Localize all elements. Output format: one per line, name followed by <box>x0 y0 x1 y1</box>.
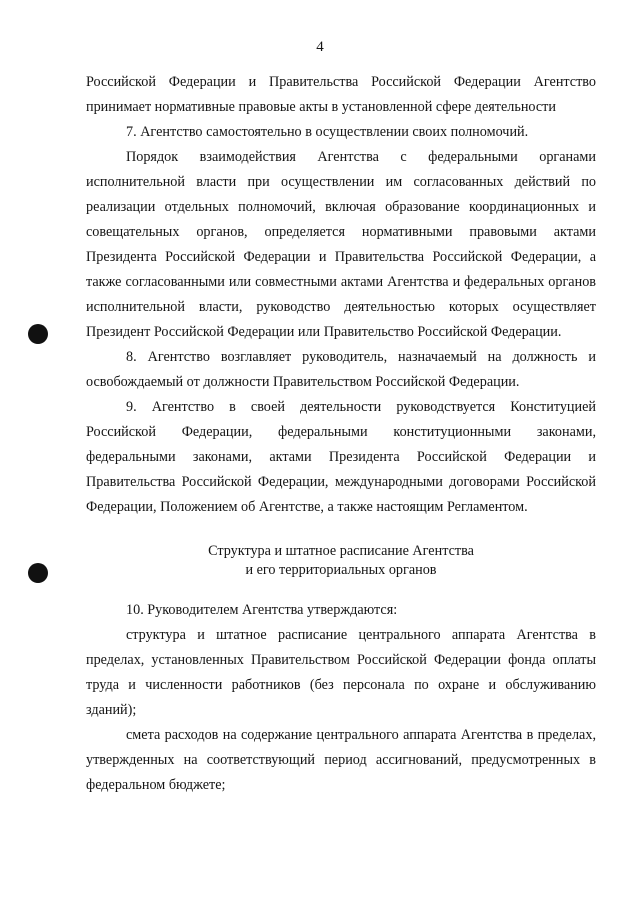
paragraph-7: 7. Агентство самостоятельно в осуществлении своих полномочий. <box>126 124 529 140</box>
section-heading-line-1: Структура и штатное расписание Агентства <box>208 543 474 559</box>
paragraph-10: 10. Руководителем Агентства утверждаются: <box>126 602 398 618</box>
paragraph-10-item-b: смета расходов на содержание центрального аппарата Агентства в пределах, утвержденных на соответствующий период ассигнований, предусмотренных в федеральном бюджете; <box>86 727 596 793</box>
document-body <box>86 70 596 798</box>
paragraph-9: 9. Агентство в своей деятельности руководствуется Конституцией Российской Федерации, федеральными конституционными законами, федеральными законами, актами Президента Российской Федерации и Правительства Российской Федерации, международными договорами Российской Федерации, Положением об Агентстве, а также настоящим Регламентом. <box>86 399 596 515</box>
section-heading <box>86 542 596 580</box>
punch-hole-mark <box>28 324 48 344</box>
paragraph-7-continuation: Порядок взаимодействия Агентства с федеральными органами исполнительной власти при осуществлении им согласованных действий по реализации отдельных полномочий, включая образование координационных и совещательных органов, определяется нормативными правовыми актами Президента Российской Федерации и Правительства Российской Федерации, а также согласованными или совместными актами Агентства и федеральных органов исполнительной власти, руководство деятельностью которых осуществляет Президент Российской Федерации или Правительство Российской Федерации. <box>86 149 596 340</box>
page-number: 4 <box>316 39 324 55</box>
paragraph-6-continuation: Российской Федерации и Правительства Российской Федерации Агентство принимает нормативные правовые акты в установленной сфере деятельности <box>86 74 596 115</box>
punch-hole-mark <box>28 563 48 583</box>
section-heading-line-2: и его территориальных органов <box>245 562 437 578</box>
paragraph-10-item-a: структура и штатное расписание центрального аппарата Агентства в пределах, установленных Правительством Российской Федерации фонда оплаты труда и численности работников (без персонала по охране и обслуживанию зданий); <box>86 627 596 718</box>
paragraph-8: 8. Агентство возглавляет руководитель, назначаемый на должность и освобождаемый от должности Правительством Российской Федерации. <box>86 349 596 390</box>
